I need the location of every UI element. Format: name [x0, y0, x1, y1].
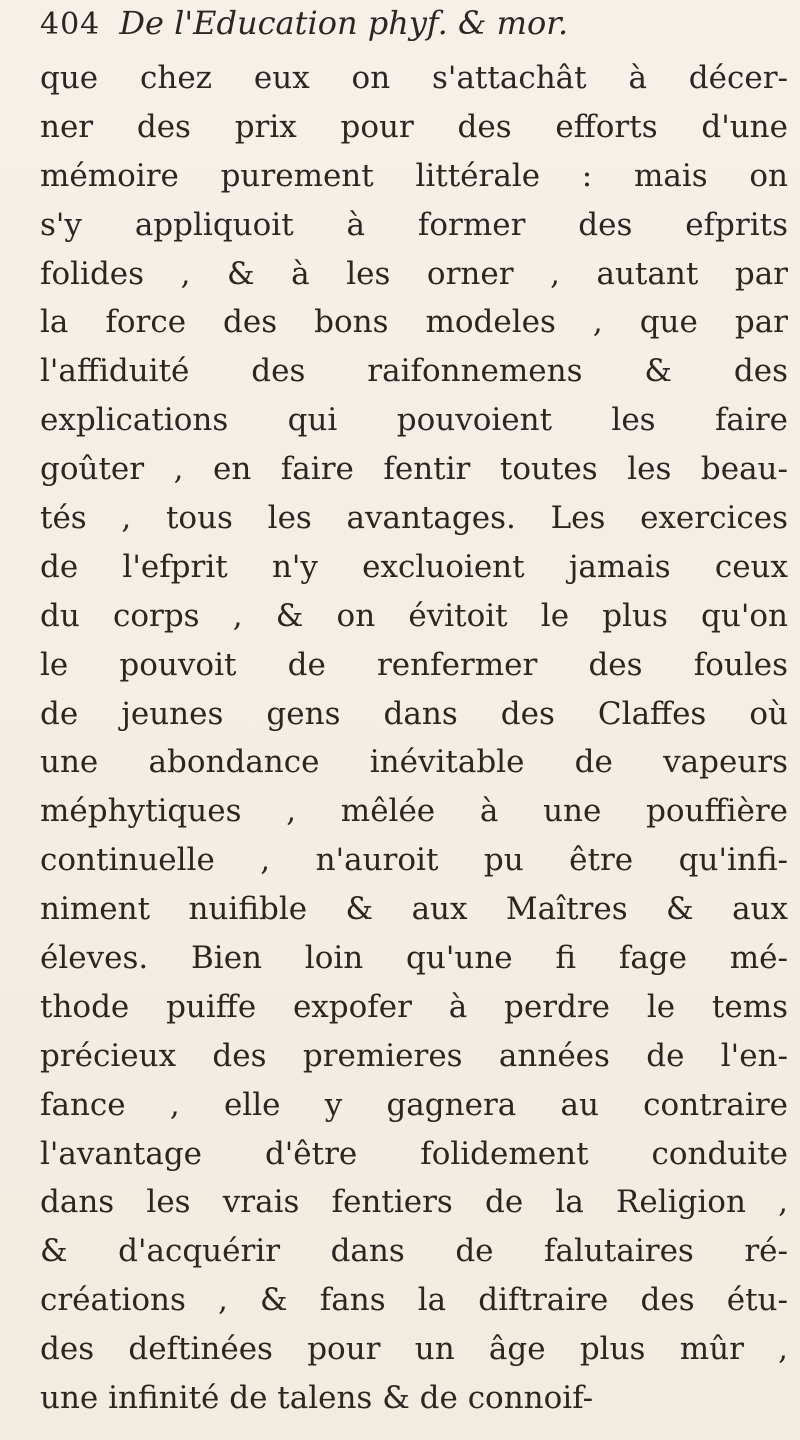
text-line: une infinité de talens & de connoif- — [40, 1380, 594, 1417]
text-line: le pouvoit de renfermer des foules — [40, 646, 788, 683]
text-line: mémoire purement littérale : mais on — [40, 157, 788, 194]
text-line: précieux des premieres années de l'en- — [40, 1037, 788, 1074]
text-line: dans les vrais fentiers de la Religion , — [40, 1184, 788, 1221]
page-number: 404 — [40, 7, 101, 42]
page-header — [40, 4, 780, 60]
text-line: niment nuifible & aux Maîtres & aux — [40, 891, 788, 928]
text-line: de jeunes gens dans des Claffes où — [40, 695, 788, 732]
text-line: fance , elle y gagnera au contraire — [40, 1086, 788, 1123]
text-line: explications qui pouvoient les faire — [40, 402, 788, 439]
text-line: des deftinées pour un âge plus mûr , — [40, 1331, 788, 1368]
body-text — [40, 54, 790, 1423]
text-line: l'avantage d'être folidement conduite — [40, 1135, 788, 1172]
text-line: & d'acquérir dans de falutaires ré- — [40, 1233, 788, 1270]
text-line: s'y appliquoit à former des efprits — [40, 206, 788, 243]
text-line: de l'efprit n'y excluoient jamais ceux — [40, 548, 788, 585]
text-line: goûter , en faire fentir toutes les beau- — [40, 451, 788, 488]
text-line: méphytiques , mêlée à une pouffière — [40, 793, 788, 830]
text-line: folides , & à les orner , autant par — [40, 255, 788, 292]
running-title: De l'Education phyf. & mor. — [119, 4, 569, 42]
text-line: ner des prix pour des efforts d'une — [40, 108, 788, 145]
text-line: une abondance inévitable de vapeurs — [40, 744, 788, 781]
text-line: éleves. Bien loin qu'une fi fage mé- — [40, 940, 788, 977]
text-line: la force des bons modeles , que par — [40, 304, 788, 341]
text-line: tés , tous les avantages. Les exercices — [40, 500, 788, 537]
text-line: l'affiduité des raifonnemens & des — [40, 353, 788, 390]
text-line: continuelle , n'auroit pu être qu'infi- — [40, 842, 788, 879]
text-line: créations , & fans la diftraire des étu- — [40, 1282, 788, 1319]
text-line: du corps , & on évitoit le plus qu'on — [40, 597, 788, 634]
text-line: que chez eux on s'attachât à décer- — [40, 60, 788, 96]
text-line: thode puiffe expofer à perdre le tems — [40, 988, 788, 1025]
